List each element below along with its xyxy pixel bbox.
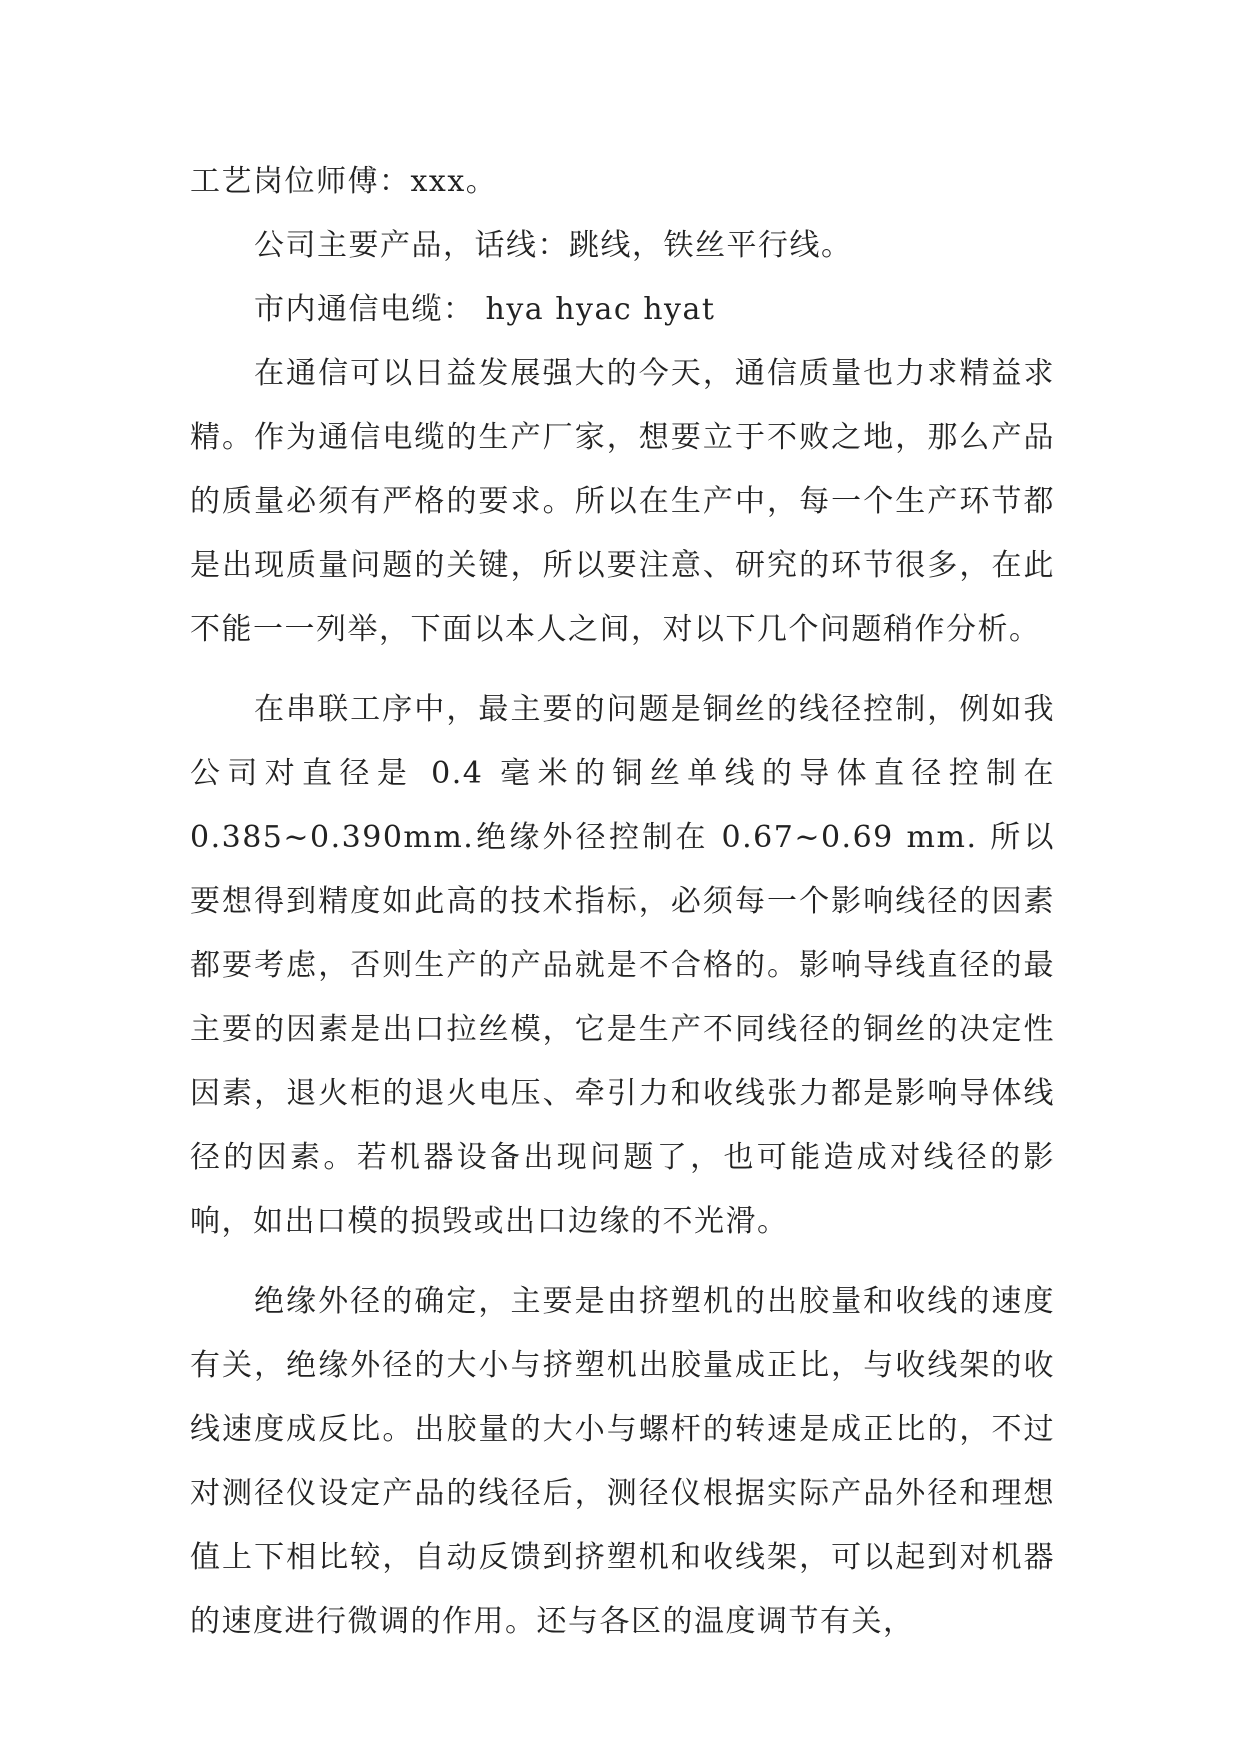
paragraph-quality: 在通信可以日益发展强大的今天，通信质量也力求精益求精。作为通信电缆的生产厂家，想要立于不败之地，那么产品的质量必须有严格的要求。所以在生产中，每一个生产环节都是出现质量问题的关键，所以要注意、研究的环节很多，在此不能一一列举，下面以本人之间，对以下几个问题稍作分析。 bbox=[190, 356, 1055, 647]
body-text bbox=[190, 150, 1055, 1654]
paragraph-wire-diameter: 在串联工序中，最主要的问题是铜丝的线径控制，例如我公司对直径是 0.4 毫米的铜丝单线的导体直径控制在 0.385~0.390mm.绝缘外径控制在 0.67~0.69 mm. 所以要想得到精度如此高的技术指标，必须每一个影响线径的因素都要考虑，否则生产的产品就是不合格的。影响导线直径的最主要的因素是出口拉丝模，它是生产不同线径的铜丝的决定性因素，退火柜的退火电压、牵引力和收线张力都是影响导体线径的因素。若机器设备出现问题了，也可能造成对线径的影响，如出口模的损毁或出口边缘的不光滑。 bbox=[190, 692, 1055, 1239]
paragraph-insulation: 绝缘外径的确定，主要是由挤塑机的出胶量和收线的速度有关，绝缘外径的大小与挤塑机出胶量成正比，与收线架的收线速度成反比。出胶量的大小与螺杆的转速是成正比的，不过对测径仪设定产品的线径后，测径仪根据实际产品外径和理想值上下相比较，自动反馈到挤塑机和收线架，可以起到对机器的速度进行微调的作用。还与各区的温度调节有关， bbox=[190, 1284, 1055, 1639]
paragraph-master: 工艺岗位师傅：xxx。 bbox=[190, 164, 498, 199]
paragraph-products: 公司主要产品，话线：跳线，铁丝平行线。 bbox=[254, 228, 853, 263]
paragraph-cable: 市内通信电缆： hya hyac hyat bbox=[254, 292, 716, 327]
